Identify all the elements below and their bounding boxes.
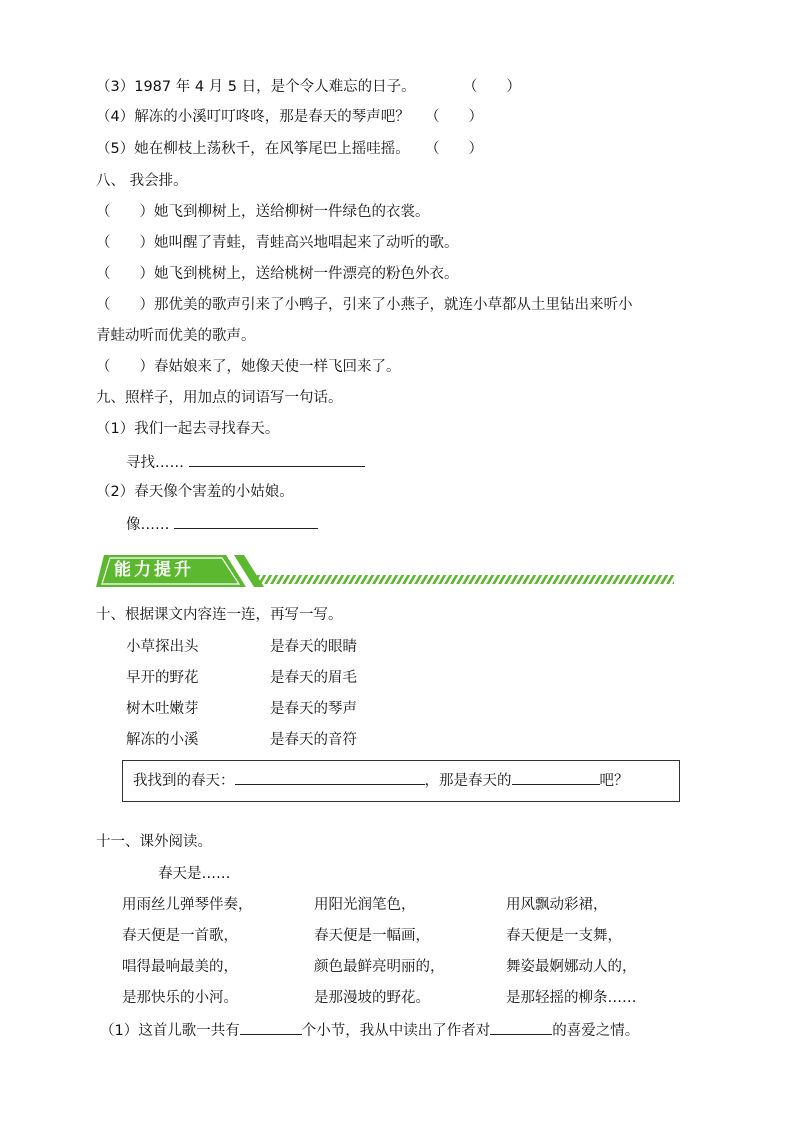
match-right-item[interactable]: 是春天的音符 — [270, 732, 357, 748]
poem-line: 是那轻摇的柳条…… — [506, 990, 637, 1006]
banner-label: 能力提升 — [114, 560, 194, 580]
answer-blank[interactable] — [189, 451, 365, 467]
answer-blank[interactable] — [235, 769, 425, 785]
order-paren[interactable]: （ ） — [96, 359, 154, 375]
section-9-title: 九、照样子，用加点的词语写一句话。 — [96, 390, 343, 406]
match-right-item[interactable]: 是春天的眼睛 — [270, 639, 357, 655]
ordering-text: 她叫醒了青蛙，青蛙高兴地唱起来了动听的歌。 — [154, 235, 459, 251]
ordering-text: 她飞到桃树上，送给桃树一件漂亮的粉色外衣。 — [154, 266, 459, 282]
section-10-title: 十、根据课文内容连一连，再写一写。 — [96, 607, 343, 623]
poem-title: 春天是…… — [158, 866, 231, 882]
section-11-title: 十一、课外阅读。 — [96, 834, 212, 850]
ordering-item — [96, 233, 459, 253]
ordering-item-continued: 青蛙动听而优美的歌声。 — [96, 328, 256, 344]
answer-blank[interactable] — [512, 769, 600, 785]
answer-blank[interactable] — [240, 1019, 302, 1035]
question-7-4 — [96, 107, 483, 127]
question-7-3 — [96, 77, 521, 97]
answer-paren[interactable]: （ ） — [462, 79, 521, 95]
box-prefix: 我找到的春天： — [133, 773, 235, 789]
answer-paren[interactable]: （ ） — [424, 109, 483, 125]
ordering-text: 她飞到柳树上，送给柳树一件绿色的衣裳。 — [154, 204, 430, 220]
prompt-text: 寻找…… — [126, 455, 184, 471]
question-text: （1）这首儿歌一共有 — [100, 1023, 240, 1039]
poem-line: 是那漫坡的野花。 — [314, 990, 430, 1006]
box-suffix: 吧？ — [599, 773, 629, 789]
order-paren[interactable]: （ ） — [96, 235, 154, 251]
match-left-item[interactable]: 小草探出头 — [126, 639, 199, 655]
example-sentence-1: （1）我们一起去寻找春天。 — [96, 421, 280, 437]
order-paren[interactable]: （ ） — [96, 204, 154, 220]
question-text: 的喜爱之情。 — [552, 1023, 640, 1039]
poem-line: 用雨丝儿弹琴伴奏， — [122, 897, 253, 913]
match-left-item[interactable]: 树木吐嫩芽 — [126, 701, 199, 717]
order-paren[interactable]: （ ） — [96, 266, 154, 282]
prompt-text: 像…… — [126, 517, 170, 533]
match-left-item[interactable]: 解冻的小溪 — [126, 732, 199, 748]
poem-line: 用风飘动彩裙， — [506, 897, 608, 913]
question-text: （4）解冻的小溪叮叮咚咚，那是春天的琴声吧？ — [96, 109, 410, 125]
answer-box-line — [133, 769, 629, 791]
section-banner — [96, 553, 676, 589]
box-mid: ，那是春天的 — [424, 773, 512, 789]
answer-box — [122, 760, 680, 802]
poem-line: 用阳光润笔色， — [314, 897, 416, 913]
poem-line: 舞姿最婀娜动人的， — [506, 959, 637, 975]
poem-line: 是那快乐的小河。 — [122, 990, 238, 1006]
ordering-item — [96, 357, 401, 377]
poem-line: 春天便是一首歌， — [122, 928, 238, 944]
match-right-item[interactable]: 是春天的琴声 — [270, 701, 357, 717]
match-left-item[interactable]: 早开的野花 — [126, 670, 199, 686]
answer-blank[interactable] — [174, 513, 318, 529]
section-8-title: 八、 我会排。 — [96, 173, 188, 189]
ordering-text: 那优美的歌声引来了小鸭子，引来了小燕子，就连小草都从土里钻出来听小 — [154, 297, 633, 313]
question-text: 个小节，我从中读出了作者对 — [301, 1023, 491, 1039]
poem-line: 春天便是一幅画， — [314, 928, 430, 944]
poem-line: 春天便是一支舞， — [506, 928, 622, 944]
question-7-5 — [96, 139, 483, 159]
match-right-item[interactable]: 是春天的眉毛 — [270, 670, 357, 686]
reading-question-1 — [100, 1019, 639, 1041]
answer-blank[interactable] — [490, 1019, 552, 1035]
ordering-item — [96, 202, 430, 222]
write-line-1 — [126, 451, 365, 473]
question-text: （3）1987 年 4 月 5 日，是个令人难忘的日子。 — [96, 79, 416, 95]
question-text: （5）她在柳枝上荡秋千，在风筝尾巴上摇哇摇。 — [96, 141, 410, 157]
ordering-item — [96, 264, 459, 284]
ordering-item — [96, 295, 633, 315]
example-sentence-2: （2）春天像个害羞的小姑娘。 — [96, 484, 294, 500]
write-line-2 — [126, 513, 318, 535]
order-paren[interactable]: （ ） — [96, 297, 154, 313]
poem-line: 唱得最响最美的， — [122, 959, 238, 975]
ordering-text: 春姑娘来了，她像天使一样飞回来了。 — [154, 359, 401, 375]
answer-paren[interactable]: （ ） — [424, 141, 483, 157]
poem-line: 颜色最鲜亮明丽的， — [314, 959, 445, 975]
